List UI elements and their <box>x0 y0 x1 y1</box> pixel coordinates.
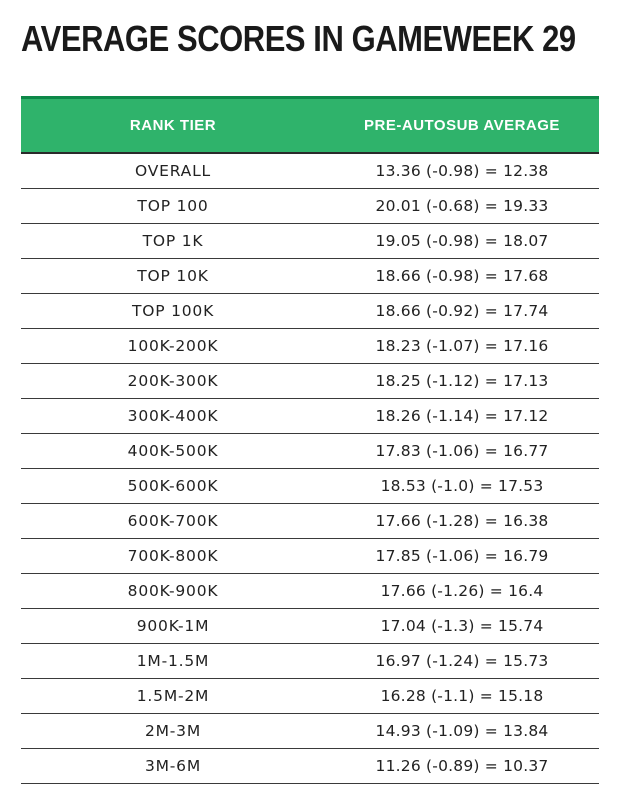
rank-tier-cell: 200K-300K <box>21 364 325 399</box>
table-row <box>21 259 599 294</box>
table-row <box>21 364 599 399</box>
rank-tier-cell: 1M-1.5M <box>21 644 325 679</box>
average-cell: 16.28 (-1.1) = 15.18 <box>325 679 599 714</box>
average-cell: 17.04 (-1.3) = 15.74 <box>325 609 599 644</box>
average-cell: 17.66 (-1.28) = 16.38 <box>325 504 599 539</box>
rank-tier-cell: 400K-500K <box>21 434 325 469</box>
table-row <box>21 153 599 189</box>
average-cell: 11.26 (-0.89) = 10.37 <box>325 749 599 784</box>
rank-tier-cell: TOP 1K <box>21 224 325 259</box>
table-row <box>21 609 599 644</box>
rank-tier-cell: 500K-600K <box>21 469 325 504</box>
rank-tier-cell: OVERALL <box>21 153 325 189</box>
rank-tier-cell: TOP 10K <box>21 259 325 294</box>
table-header-row <box>21 98 599 154</box>
average-cell: 18.53 (-1.0) = 17.53 <box>325 469 599 504</box>
rank-tier-cell: 100K-200K <box>21 329 325 364</box>
average-cell: 20.01 (-0.68) = 19.33 <box>325 189 599 224</box>
rank-tier-cell: TOP 100K <box>21 294 325 329</box>
average-cell: 17.66 (-1.26) = 16.4 <box>325 574 599 609</box>
table-row <box>21 749 599 784</box>
table-row <box>21 434 599 469</box>
rank-tier-cell: 1.5M-2M <box>21 679 325 714</box>
table-row <box>21 189 599 224</box>
table-row <box>21 574 599 609</box>
average-cell: 17.85 (-1.06) = 16.79 <box>325 539 599 574</box>
rank-tier-cell: 700K-800K <box>21 539 325 574</box>
average-cell: 18.25 (-1.12) = 17.13 <box>325 364 599 399</box>
table-row <box>21 469 599 504</box>
rank-tier-cell: 3M-6M <box>21 749 325 784</box>
average-cell: 18.23 (-1.07) = 17.16 <box>325 329 599 364</box>
table-row <box>21 224 599 259</box>
average-cell: 16.97 (-1.24) = 15.73 <box>325 644 599 679</box>
table-row <box>21 539 599 574</box>
table-row <box>21 644 599 679</box>
rank-tier-cell: TOP 100 <box>21 189 325 224</box>
average-cell: 18.26 (-1.14) = 17.12 <box>325 399 599 434</box>
table-row <box>21 679 599 714</box>
table-row <box>21 714 599 749</box>
rank-tier-cell: 800K-900K <box>21 574 325 609</box>
scores-table <box>21 96 599 784</box>
table-row <box>21 399 599 434</box>
average-cell: 18.66 (-0.92) = 17.74 <box>325 294 599 329</box>
table-row <box>21 329 599 364</box>
table-row <box>21 294 599 329</box>
rank-tier-cell: 300K-400K <box>21 399 325 434</box>
column-header-rank-tier: RANK TIER <box>21 98 325 154</box>
rank-tier-cell: 600K-700K <box>21 504 325 539</box>
average-cell: 13.36 (-0.98) = 12.38 <box>325 153 599 189</box>
average-cell: 19.05 (-0.98) = 18.07 <box>325 224 599 259</box>
average-cell: 17.83 (-1.06) = 16.77 <box>325 434 599 469</box>
column-header-average: PRE-AUTOSUB AVERAGE <box>325 98 599 154</box>
rank-tier-cell: 2M-3M <box>21 714 325 749</box>
average-cell: 14.93 (-1.09) = 13.84 <box>325 714 599 749</box>
table-row <box>21 504 599 539</box>
rank-tier-cell: 900K-1M <box>21 609 325 644</box>
average-cell: 18.66 (-0.98) = 17.68 <box>325 259 599 294</box>
page-title: AVERAGE SCORES IN GAMEWEEK 29 <box>21 18 576 59</box>
